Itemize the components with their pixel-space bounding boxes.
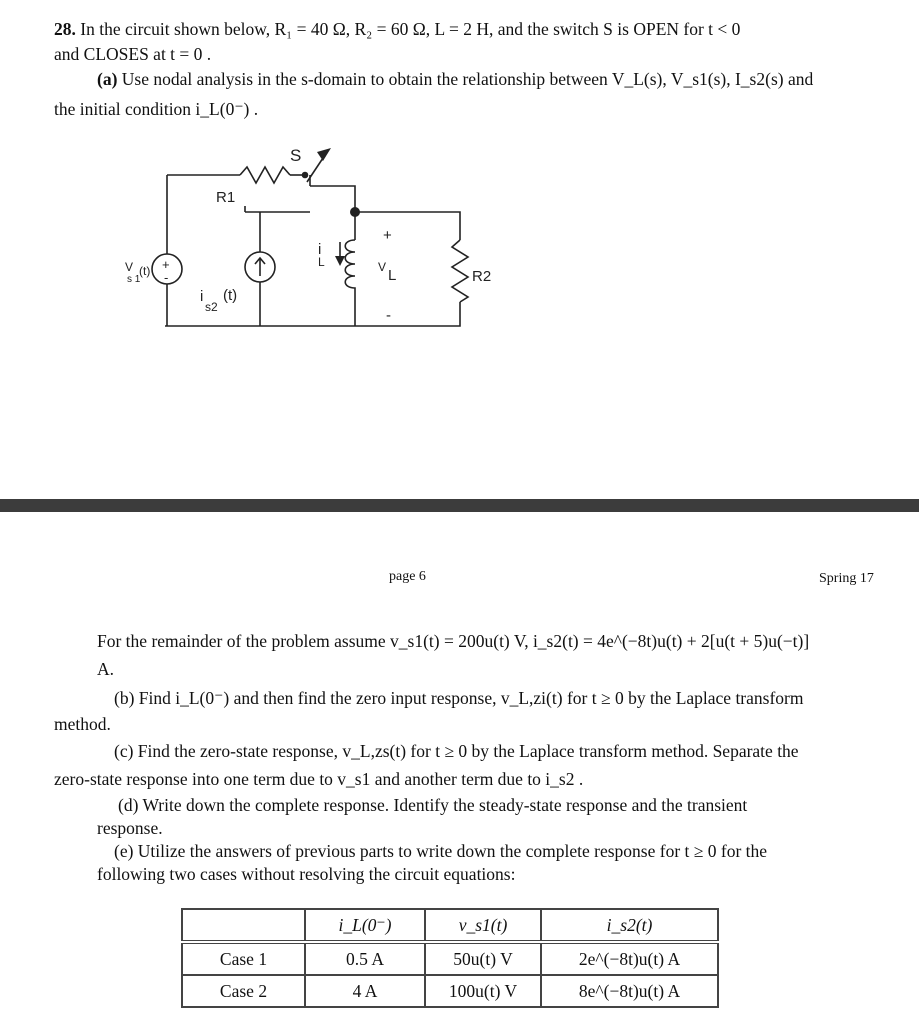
table-cell: Case 2 bbox=[182, 975, 305, 1007]
part-e-line1: (e) Utilize the answers of previous parts to write down the complete response for t ≥ 0 for the bbox=[114, 841, 768, 861]
problem-number: 28. bbox=[54, 19, 76, 39]
table-cell: Case 1 bbox=[182, 942, 305, 975]
remainder-line1: For the remainder of the problem assume v_s1(t) = 200u(t) V, i_s2(t) = 4e^(−8t)u(t) + 2[u(t + 5)u(−t)] bbox=[97, 631, 810, 651]
part-a-label: (a) bbox=[97, 69, 118, 89]
cases-table bbox=[181, 908, 719, 1008]
table-cell: 50u(t) V bbox=[425, 942, 541, 975]
vs-sub: s 1 bbox=[127, 274, 141, 285]
il-arrow-icon bbox=[335, 256, 345, 266]
r1-label: R1 bbox=[216, 189, 236, 206]
r1-resistor bbox=[240, 167, 290, 183]
r2-label: R2 bbox=[472, 268, 492, 285]
remainder-line2: A. bbox=[97, 659, 115, 679]
vs-minus: - bbox=[164, 270, 169, 285]
wire-top-mid bbox=[310, 186, 355, 212]
vs-plus: + bbox=[162, 257, 170, 272]
table-row bbox=[182, 942, 718, 975]
switch-arrow-icon bbox=[317, 148, 331, 161]
table-header-row bbox=[182, 909, 718, 942]
part-a-text: Use nodal analysis in the s-domain to obtain the relationship between V_L(s), V_s1(s), I_s2(s) and bbox=[121, 69, 814, 89]
table-cell: 0.5 A bbox=[305, 942, 425, 975]
page-separator-band bbox=[0, 499, 919, 512]
part-c-line2: zero-state response into one term due to v_s1 and another term due to i_s2 . bbox=[54, 769, 584, 789]
vl-plus: + bbox=[383, 227, 392, 244]
inductor-coil bbox=[345, 240, 355, 326]
vs-arg: (t) bbox=[139, 264, 151, 278]
part-c-line1: (c) Find the zero-state response, v_L,zs(t) for t ≥ 0 by the Laplace transform method. Separate the bbox=[114, 741, 799, 761]
problem-intro-line1 bbox=[54, 18, 740, 40]
problem-intro-line2: and CLOSES at t = 0 . bbox=[54, 44, 212, 64]
vl-sub: L bbox=[388, 267, 397, 284]
table-header-cell: i_s2(t) bbox=[541, 909, 718, 942]
vs-label: V bbox=[125, 260, 134, 274]
il-label: i bbox=[318, 241, 322, 258]
part-b-line1: (b) Find i_L(0⁻) and then find the zero input response, v_L,zi(t) for t ≥ 0 by the Laplace transform bbox=[114, 688, 804, 708]
page-number: page 6 bbox=[389, 569, 426, 584]
r2-resistor bbox=[452, 240, 468, 302]
part-a-line1 bbox=[97, 68, 813, 90]
vl-minus: - bbox=[386, 307, 391, 324]
table-header-cell: v_s1(t) bbox=[425, 909, 541, 942]
switch-label: S bbox=[290, 146, 302, 165]
part-d-line1: (d) Write down the complete response. Identify the steady-state response and the transient bbox=[118, 795, 748, 815]
is-label: i bbox=[200, 288, 204, 305]
table-cell: 8e^(−8t)u(t) A bbox=[541, 975, 718, 1007]
part-d-line2: response. bbox=[97, 818, 163, 838]
table-cell: 100u(t) V bbox=[425, 975, 541, 1007]
table-cell: 2e^(−8t)u(t) A bbox=[541, 942, 718, 975]
switch-contact-left bbox=[303, 173, 308, 178]
part-e-line2: following two cases without resolving the circuit equations: bbox=[97, 864, 516, 884]
wire-top-right bbox=[355, 212, 460, 240]
table-cell: 4 A bbox=[305, 975, 425, 1007]
is-arg: (t) bbox=[223, 287, 238, 304]
table-header-cell: i_L(0⁻) bbox=[305, 909, 425, 942]
page-footer: Spring 17 bbox=[819, 571, 874, 586]
vl-label: V bbox=[378, 260, 387, 274]
table-header-cell bbox=[182, 909, 305, 942]
circuit-diagram bbox=[0, 130, 919, 475]
part-a-line2: the initial condition i_L(0⁻) . bbox=[54, 99, 259, 119]
table-row bbox=[182, 975, 718, 1007]
is-sub: s2 bbox=[205, 300, 218, 314]
current-source-arrow-icon bbox=[255, 258, 265, 276]
il-sub: L bbox=[318, 255, 325, 269]
problem-intro-text: In the circuit shown below, R₁ = 40 Ω, R₂ = 60 Ω, L = 2 H, and the switch S is OPEN for t < 0 bbox=[80, 19, 741, 39]
part-b-line2: method. bbox=[54, 714, 111, 734]
